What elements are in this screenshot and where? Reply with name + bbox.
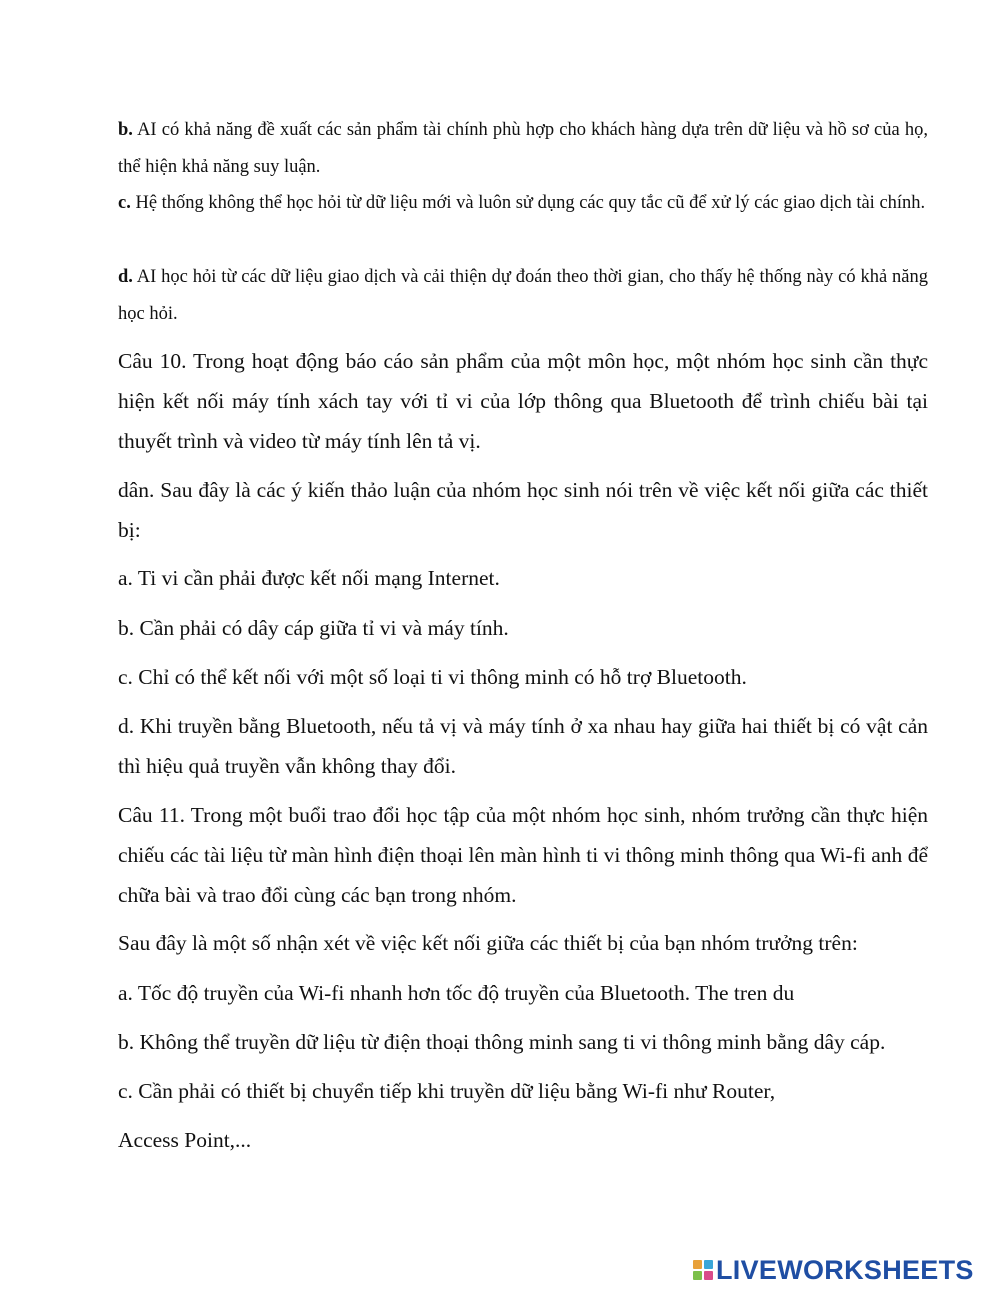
q11-option-b: b. Không thể truyền dữ liệu từ điện thoại thông minh sang ti vi thông minh bằng dây cáp. (118, 1030, 886, 1054)
q10-option-a: a. Ti vi cần phải được kết nối mạng Internet. (118, 566, 500, 590)
q9-option-c-label: c. (118, 193, 131, 213)
q10-stem: Câu 10. Trong hoạt động báo cáo sản phẩm của một môn học, một nhóm học sinh cần thực hiện kết nối máy tính xách tay với tỉ vi của lớp thông qua Bluetooth để trình chiếu bài tại thuyết trình và video từ máy tính lên tả vị. (118, 349, 928, 453)
q9-option-b (118, 112, 928, 186)
q11-tail: Access Point,... (118, 1128, 252, 1152)
q11-intro: Sau đây là một số nhận xét về việc kết nối giữa các thiết bị của bạn nhóm trưởng trên: (118, 931, 858, 955)
q9-option-d (118, 259, 928, 333)
q9-option-c-text: Hệ thống không thể học hỏi từ dữ liệu mới và luôn sử dụng các quy tắc cũ để xử lý các giao dịch tài chính. (130, 193, 926, 213)
liveworksheets-logo-icon (693, 1260, 713, 1280)
q11-option-a: a. Tốc độ truyền của Wi-fi nhanh hơn tốc độ truyền của Bluetooth. The tren du (118, 981, 795, 1005)
q10-option-c: c. Chỉ có thể kết nối với một số loại ti vi thông minh có hỗ trợ Bluetooth. (118, 665, 747, 689)
q9-option-b-label: b. (118, 120, 133, 140)
q9-option-d-text: AI học hỏi từ các dữ liệu giao dịch và cải thiện dự đoán theo thời gian, cho thấy hệ thống này có khả năng học hỏi. (118, 267, 928, 324)
liveworksheets-logo (693, 1256, 974, 1284)
q10-continuation: dân. Sau đây là các ý kiến thảo luận của nhóm học sinh nói trên về việc kết nối giữa các thiết bị: (118, 478, 928, 542)
q10-option-d: d. Khi truyền bằng Bluetooth, nếu tả vị và máy tính ở xa nhau hay giữa hai thiết bị có vật cản thì hiệu quả truyền vẫn không thay đổi. (118, 714, 928, 778)
liveworksheets-logo-text: LIVEWORKSHEETS (716, 1255, 974, 1285)
q10-option-b: b. Cần phải có dây cáp giữa tỉ vi và máy tính. (118, 616, 509, 640)
q9-option-b-text: AI có khả năng đề xuất các sản phẩm tài chính phù hợp cho khách hàng dựa trên dữ liệu và hồ sơ của họ, thể hiện khả năng suy luận. (118, 120, 928, 177)
q9-option-c (118, 185, 928, 222)
q11-stem: Câu 11. Trong một buổi trao đổi học tập của một nhóm học sinh, nhóm trưởng cần thực hiện chiếu các tài liệu từ màn hình điện thoại lên màn hình ti vi thông minh thông qua Wi-fi anh để chữa bài và trao đổi cùng các bạn trong nhóm. (118, 803, 928, 907)
q9-option-d-label: d. (118, 267, 133, 287)
q11-option-c: c. Cần phải có thiết bị chuyển tiếp khi truyền dữ liệu bằng Wi-fi như Router, (118, 1079, 776, 1103)
